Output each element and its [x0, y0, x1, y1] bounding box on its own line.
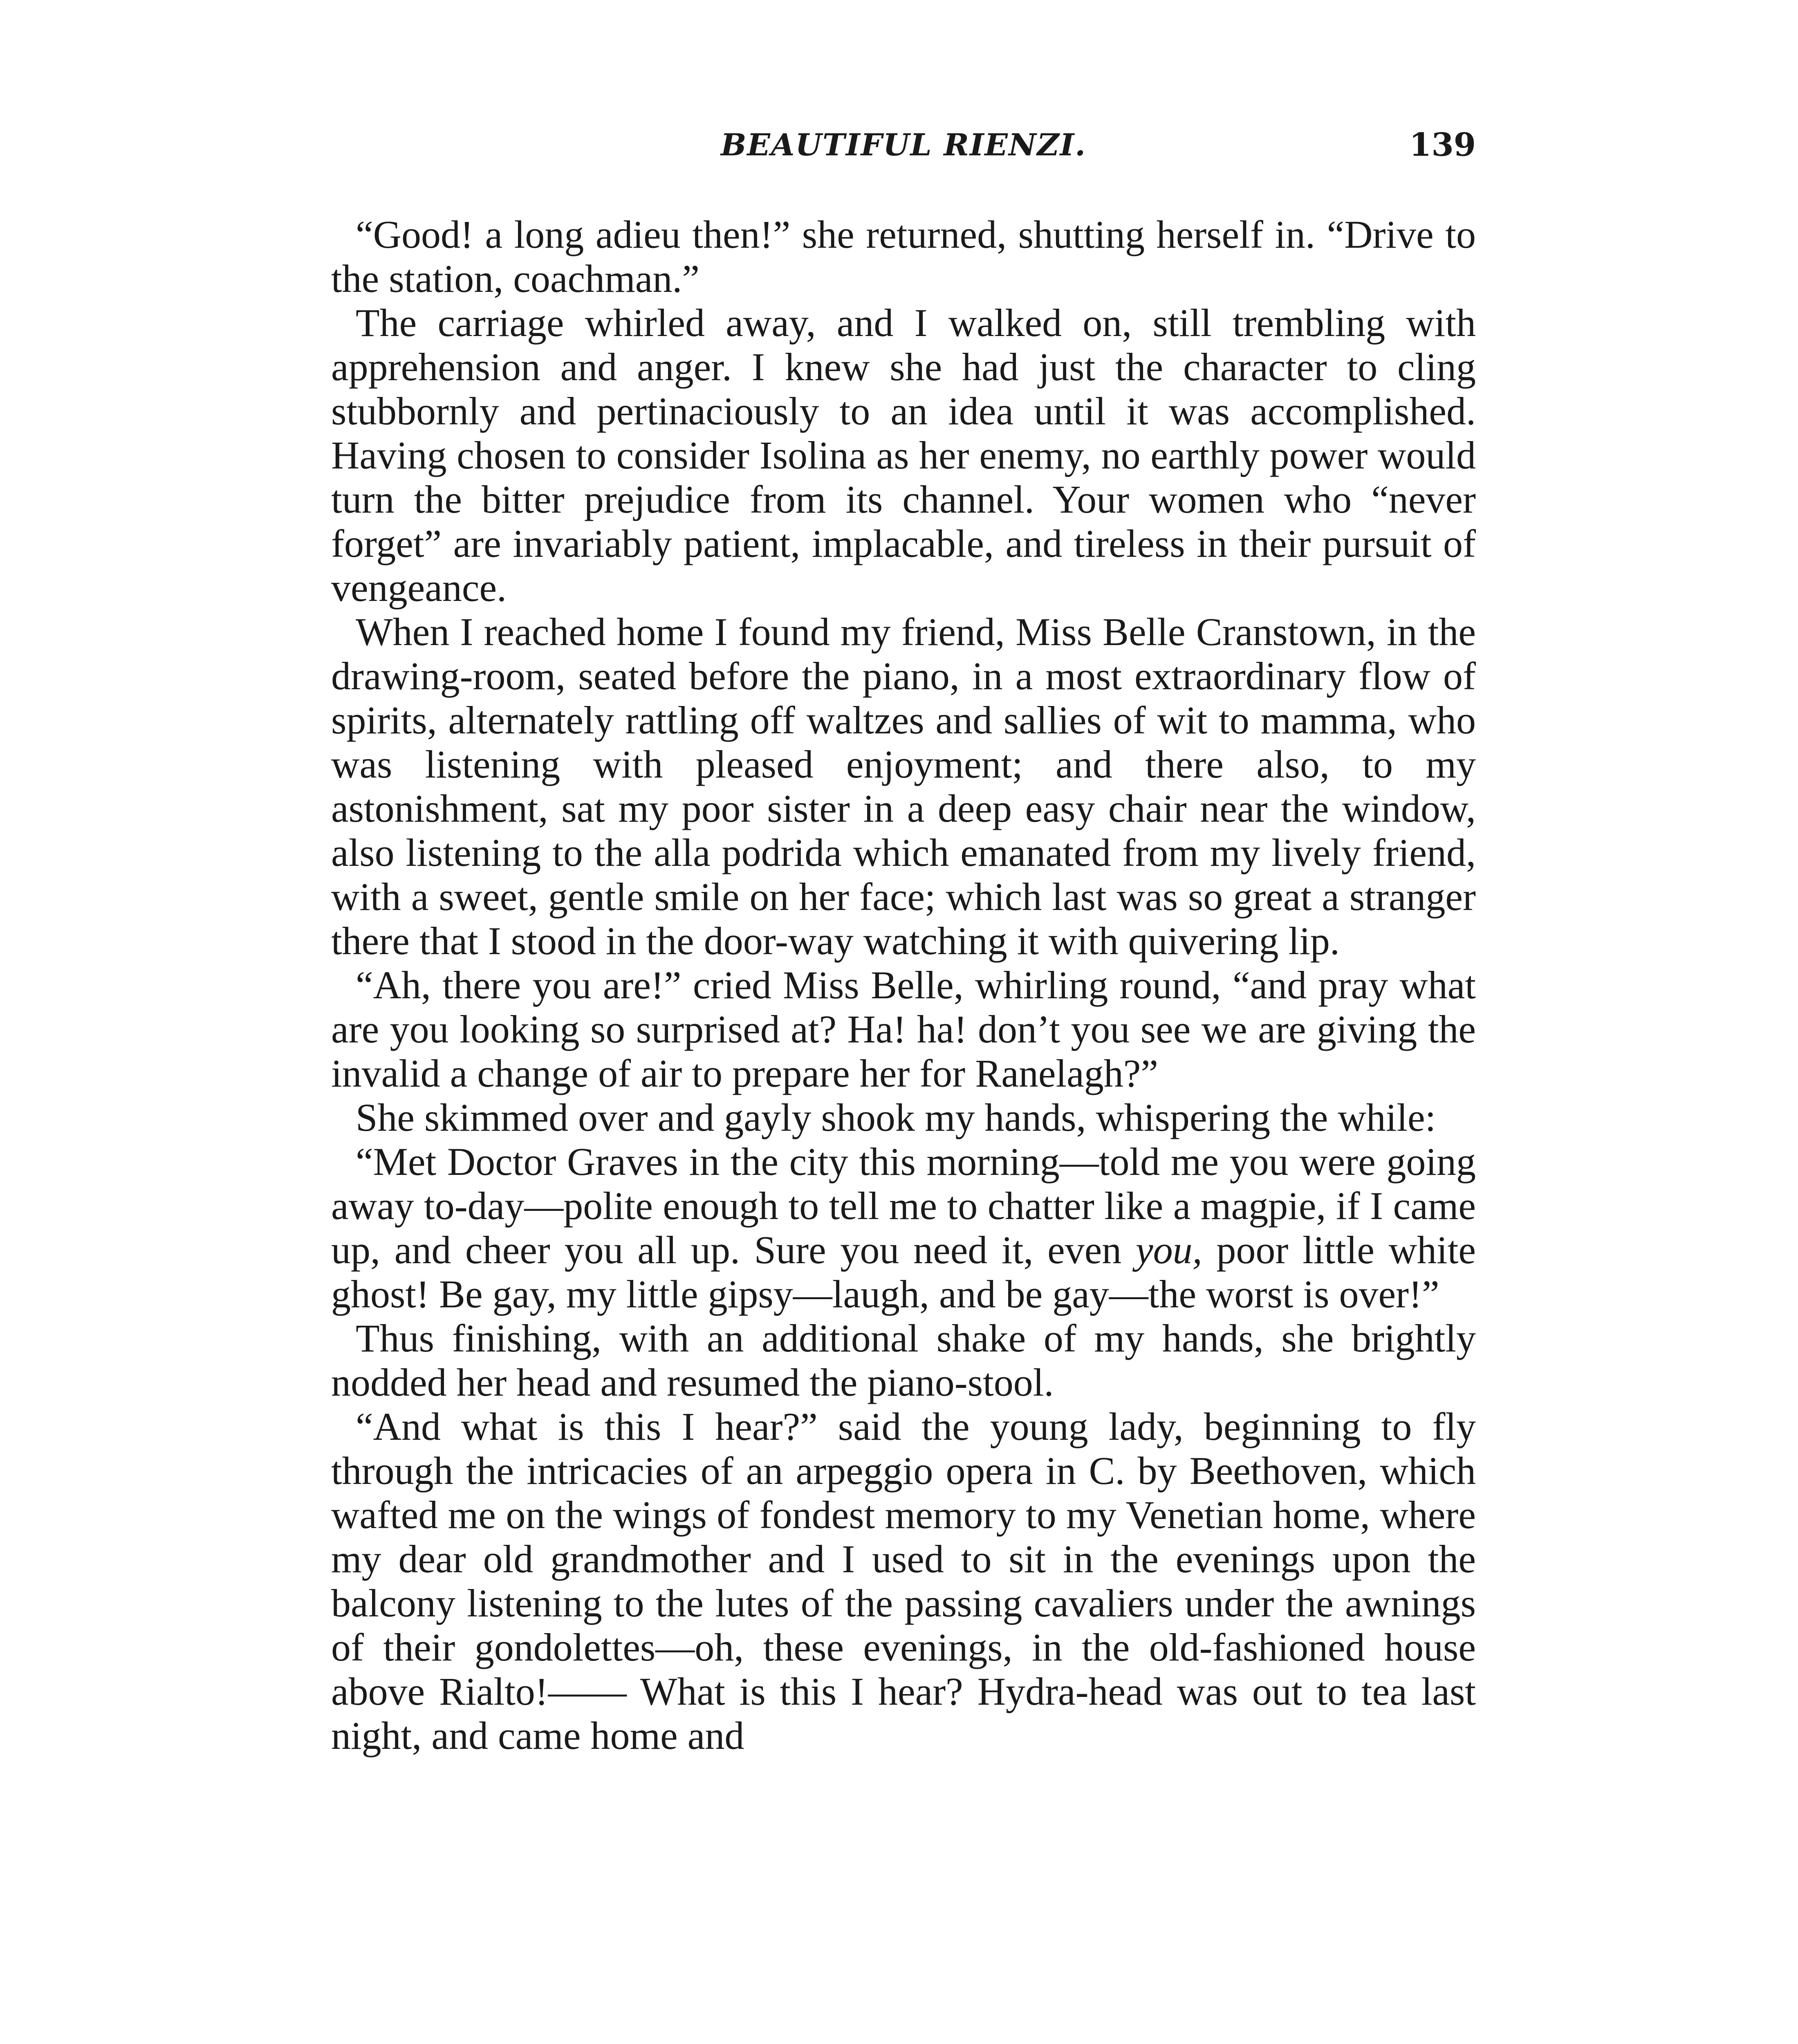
paragraph-text: “Good! a long adieu then!” she returned, shutting herself in. “Drive to the station, coachman.”	[331, 213, 1476, 300]
paragraph-3	[331, 610, 1476, 963]
paragraph-text: “And what is this I hear?” said the young lady, beginning to fly through the intricacies of an arpeggio opera in C. by Beethoven, which wafted me on the wings of fondest memory to my Venetian home, where my dear old grandmother and I used to sit in the evenings upon the balcony listening to the lutes of the passing cavaliers under the awnings of their gondolettes—oh, these evenings, in the old-fashioned house above Rialto!—— What is this I hear? Hydra-head was out to tea last night, and came home and	[331, 1405, 1476, 1757]
paragraph-7	[331, 1316, 1476, 1405]
body-text	[331, 213, 1476, 1758]
running-title: BEAUTIFUL RIENZI.	[721, 128, 1086, 163]
paragraph-6	[331, 1140, 1476, 1316]
paragraph-4	[331, 963, 1476, 1096]
paragraph-text: “Ah, there you are!” cried Miss Belle, whirling round, “and pray what are you looking so surprised at? Ha! ha! don’t you see we are giving the invalid a change of air to prepare her for Ranelagh?”	[331, 963, 1476, 1095]
paragraph-1	[331, 213, 1476, 301]
paragraph-8	[331, 1405, 1476, 1758]
page-number: 139	[1409, 126, 1476, 164]
paragraph-text: “Met Doctor Graves in the city this morning—told me you were going away to-day—polite enough to tell me to chatter like a magpie, if I came up, and cheer you all up. Sure you need it, even	[331, 1140, 1476, 1272]
paragraph-2	[331, 301, 1476, 610]
paragraph-text: Thus finishing, with an additional shake of my hands, she brightly nodded her head and resumed the piano-stool.	[331, 1316, 1476, 1404]
emphasized-word: you,	[1136, 1228, 1202, 1272]
paragraph-text: poor little white ghost! Be gay, my little gipsy—laugh, and be gay—the worst is over!”	[331, 1228, 1476, 1316]
paragraph-text: When I reached home I found my friend, Miss Belle Cranstown, in the drawing-room, seated before the piano, in a most extraordinary flow of spirits, alternately rattling off waltzes and sallies of wit to mamma, who was listening with pleased enjoyment; and there also, to my astonishment, sat my poor sister in a deep easy chair near the window, also listening to the alla podrida which emanated from my lively friend, with a sweet, gentle smile on her face; which last was so great a stranger there that I stood in the door-way watching it with quivering lip.	[331, 610, 1476, 963]
paragraph-5	[331, 1096, 1476, 1140]
paragraph-text: The carriage whirled away, and I walked on, still trembling with apprehension and anger. I knew she had just the character to cling stubbornly and pertinaciously to an idea until it was accomplished. Having chosen to consider Isolina as her enemy, no earthly power would turn the bitter prejudice from its channel. Your women who “never forget” are invariably patient, implacable, and tireless in their pursuit of vengeance.	[331, 301, 1476, 610]
paragraph-text: She skimmed over and gayly shook my hands, whispering the while:	[356, 1096, 1436, 1139]
